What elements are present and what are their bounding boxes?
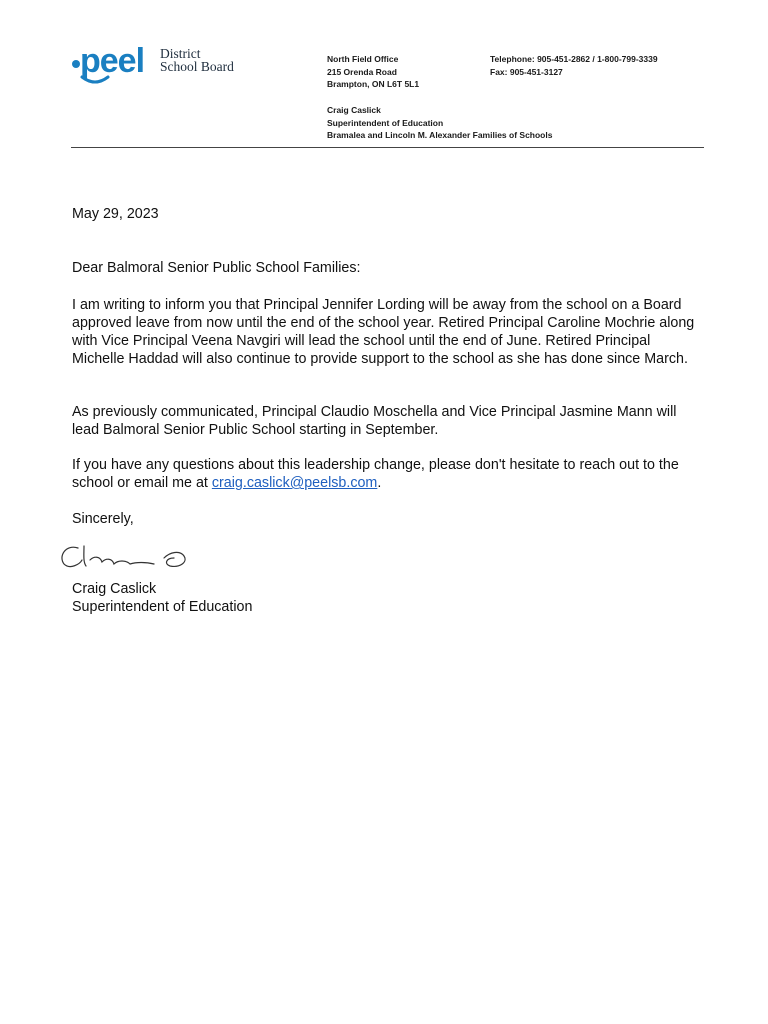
sender-block	[327, 104, 552, 142]
signoff-name: Craig Caslick	[72, 581, 157, 597]
letter-salutation: Dear Balmoral Senior Public School Families:	[72, 260, 361, 276]
letter-paragraph-1: I am writing to inform you that Principal Jennifer Lording will be away from the school on a Board approved leave from now until the end of the school year. Retired Principal Caroline Mochrie along with Vice Principal Veena Navgiri will lead the school until the end of June. Retired Principal Michelle Haddad will also continue to provide support to the school as she has done since March.	[72, 297, 695, 367]
logo-text	[160, 47, 234, 73]
office-contact	[490, 53, 658, 78]
office-name: North Field Office	[327, 54, 399, 64]
email-link[interactable]: craig.caslick@peelsb.com	[211, 475, 378, 491]
paragraph-3-text: If you have any questions about this leadership change, please don't hesitate to reach out to the school or email me at	[72, 457, 679, 491]
office-city: Brampton, ON L6T 5L1	[327, 79, 420, 89]
signoff-title: Superintendent of Education	[72, 599, 253, 615]
logo-smile-icon	[78, 74, 112, 86]
office-telephone: Telephone: 905-451-2862 / 1-800-799-3339	[490, 54, 658, 64]
logo-line-school-board: School Board	[160, 59, 234, 74]
logo-wordmark: peel	[80, 42, 145, 80]
paragraph-3-end: .	[377, 475, 382, 491]
office-street: 215 Orenda Road	[327, 66, 397, 77]
peel-logo	[70, 42, 250, 88]
logo-line-district: District	[160, 46, 201, 61]
letter-closing: Sincerely,	[72, 511, 134, 527]
letter-date: May 29, 2023	[72, 206, 159, 222]
signature-image	[56, 538, 206, 574]
office-address	[327, 53, 419, 91]
sender-name: Craig Caslick	[327, 105, 381, 115]
signoff-block	[72, 580, 252, 616]
letter-paragraph-3	[72, 456, 702, 492]
header-divider	[71, 147, 704, 148]
logo-dot-icon	[72, 60, 80, 68]
sender-families: Bramalea and Lincoln M. Alexander Families of Schools	[327, 130, 553, 140]
letter-paragraph-2: As previously communicated, Principal Claudio Moschella and Vice Principal Jasmine Mann will lead Balmoral Senior Public School starting in September.	[72, 404, 677, 438]
sender-title: Superintendent of Education	[327, 117, 444, 128]
office-fax: Fax: 905-451-3127	[490, 66, 563, 77]
